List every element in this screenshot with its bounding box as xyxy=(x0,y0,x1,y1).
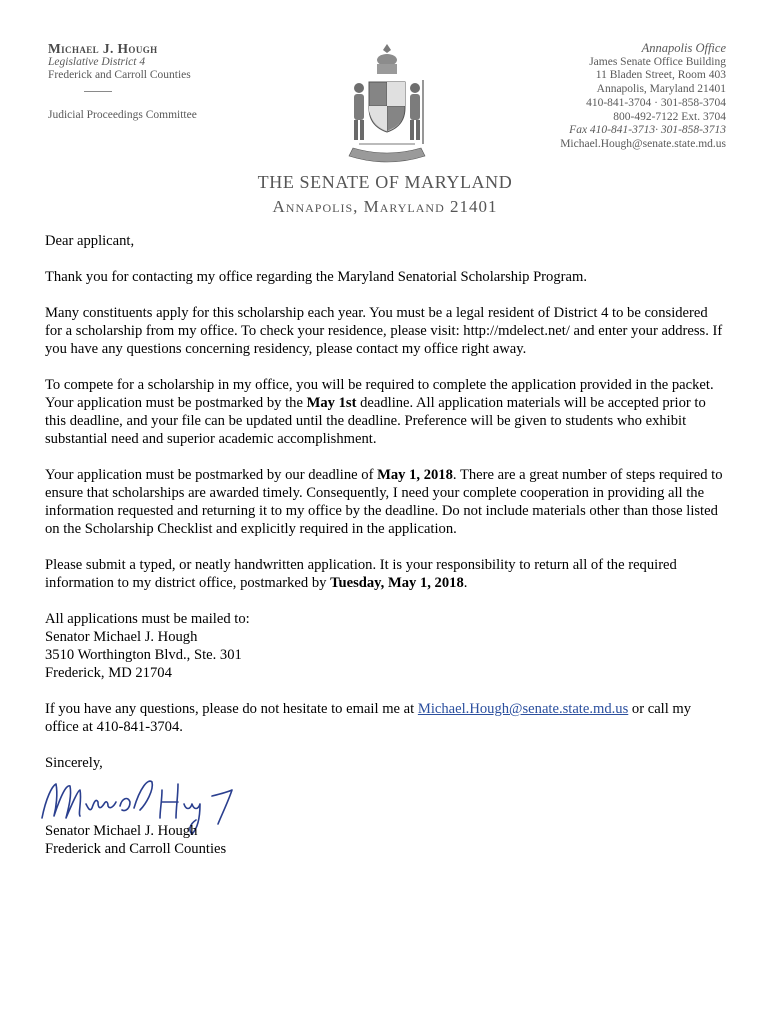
paragraph-residency: Many constituents apply for this scholarship each year. You must be a legal resident of District 4 to be considered for a scholarship from my office. To check your residence, please visit: http://mdelect.net/ and enter your address. If you have any questions concerning residency, please contact my office right away. xyxy=(45,305,723,357)
paragraph-application: To compete for a scholarship in my office, you will be required to complete the application provided in the packet. Your application must be postmarked by the May 1st deadline. All application materials will be accepted prior to this deadline, and your file can be updated until the deadline. Preference will be given to students who exhibit substantial need and superior academic accomplishment. xyxy=(45,377,714,447)
senate-title: THE SENATE OF MARYLAND xyxy=(257,172,513,192)
senator-name: Michael J. Hough xyxy=(48,41,158,56)
mail-city: Frederick, MD 21704 xyxy=(45,665,172,681)
salutation: Dear applicant, xyxy=(45,233,135,249)
paragraph-intro: Thank you for contacting my office regarding the Maryland Senatorial Scholarship Program. xyxy=(45,269,587,285)
office-title: Annapolis Office xyxy=(641,41,726,55)
office-building: James Senate Office Building xyxy=(589,55,726,68)
office-tollfree: 800-492-7122 Ext. 3704 xyxy=(613,110,726,123)
mail-intro: All applications must be mailed to: xyxy=(45,611,250,627)
letterhead-divider xyxy=(84,91,112,92)
office-fax: Fax 410-841-3713· 301-858-3713 xyxy=(569,124,726,137)
office-street: 11 Bladen Street, Room 403 xyxy=(595,69,726,82)
senate-heading xyxy=(0,172,770,217)
deadline-date: May 1, 2018 xyxy=(377,467,453,483)
letterhead-right xyxy=(476,42,726,152)
letter-body xyxy=(45,232,725,790)
deadline-may-1st: May 1st xyxy=(306,395,357,411)
senate-city: Annapolis, Maryland 21401 xyxy=(272,197,498,216)
paragraph-submission: Please submit a typed, or neatly handwritten application. It is your responsibility to return all of the required information to my district office, postmarked by Tuesday, May 1, 2018. xyxy=(45,557,677,591)
mail-name: Senator Michael J. Hough xyxy=(45,629,198,645)
mail-street: 3510 Worthington Blvd., Ste. 301 xyxy=(45,647,242,663)
letterhead-left xyxy=(48,42,288,92)
deadline-tuesday: Tuesday, May 1, 2018 xyxy=(330,575,464,591)
signature-block xyxy=(45,822,226,858)
signer-name: Senator Michael J. Hough xyxy=(45,823,198,839)
maryland-seal-icon xyxy=(339,40,435,172)
email-link[interactable]: Michael.Hough@senate.state.md.us xyxy=(417,701,629,717)
counties-label: Frederick and Carroll Counties xyxy=(48,69,191,82)
committee-label: Judicial Proceedings Committee xyxy=(48,109,197,121)
district-label: Legislative District 4 xyxy=(48,55,146,68)
paragraph-contact: If you have any questions, please do not hesitate to email me at Michael.Hough@senate.state.md.us or call my office at 410-841-3704. xyxy=(45,701,692,735)
signer-counties: Frederick and Carroll Counties xyxy=(45,841,227,857)
office-city: Annapolis, Maryland 21401 xyxy=(596,83,726,96)
office-phone: 410-841-3704 · 301-858-3704 xyxy=(586,96,726,109)
mailing-address xyxy=(45,610,725,682)
paragraph-deadline: Your application must be postmarked by our deadline of May 1, 2018. There are a great number of steps required to ensure that scholarships are awarded timely. Consequently, I need your complete cooperation in providing all the information requested and returning it to my office by the deadline. Do not include materials other than those listed on the Scholarship Checklist and explicitly required in the application. xyxy=(45,467,723,537)
office-email: Michael.Hough@senate.state.md.us xyxy=(560,137,726,150)
closing: Sincerely, xyxy=(45,755,103,771)
